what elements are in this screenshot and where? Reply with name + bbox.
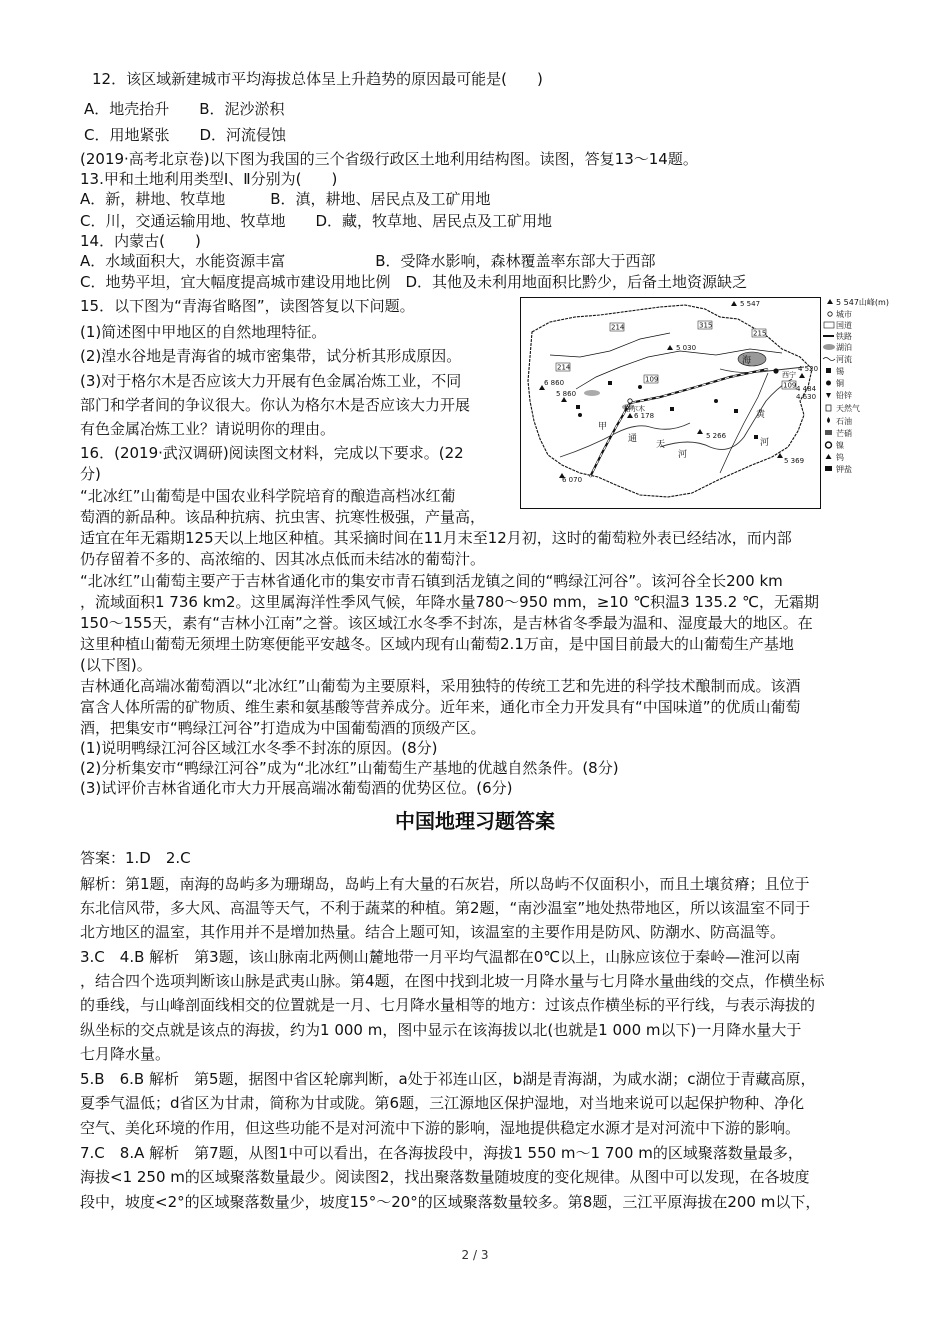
legend-copper-icon: [826, 381, 831, 386]
route-label: 214: [557, 363, 571, 372]
answer-line: 夏季气温低；d省区为甘肃，简称为甘或陇。第6题，三江源地区保护湿地，对当地来说可以起保护物种、净化: [80, 1094, 805, 1112]
route-label: 214: [611, 323, 625, 332]
answer-line: 空气、美化环境的作用，但这些功能不是对河流中下游的影响，湿地提供稳定水源才是对河流中下游的影响。: [80, 1119, 801, 1137]
answer-line: 答案：1.D 2.C: [80, 849, 191, 867]
question-12-stem: 12．该区域新建城市平均海拔总体呈上升趋势的原因最可能是( ): [92, 70, 543, 88]
qinghai-map-svg: [520, 297, 889, 509]
place-label-he: 河: [760, 438, 770, 448]
legend-river-icon: [823, 358, 835, 361]
legend-peak-icon: [827, 299, 833, 304]
peak-label: 4 484: [796, 385, 817, 393]
place-label-hai: 海: [742, 356, 752, 366]
q16-para1-line2: 萄酒的新品种。该品种抗病、抗虫害、抗寒性极强，产量高，: [80, 508, 486, 526]
q16-part-2: (2)分析集安市“鸭绿江河谷”成为“北冰红”山葡萄生产基地的优越自然条件。(8分): [80, 759, 619, 777]
legend-oil-icon: [827, 417, 830, 423]
legend-road-icon: [824, 322, 834, 328]
route-label: 315: [699, 321, 713, 330]
legend-potash-icon: [825, 466, 832, 471]
peak-label: 6 178: [634, 412, 655, 420]
answer-section-title: 中国地理习题答案: [395, 809, 555, 833]
q15-part-3-line1: (3)对于格尔木是否应该大力开展有色金属冶炼工业，不同: [80, 372, 462, 390]
q15-part-3-line2: 部门和学者间的争议很大。你认为格尔木是否应该大力开展: [80, 396, 471, 414]
answer-line: ，结合四个选项判断该山脉是武夷山脉。第4题，在图中找到北坡一月降水量与七月降水量曲线的交点，作横坐标: [80, 972, 825, 990]
q16-part-3: (3)试评价吉林省通化市大力开展高端冰葡萄酒的优势区位。(6分): [80, 779, 513, 797]
q13-14-intro: (2019·高考北京卷)以下图为我国的三个省级行政区土地利用结构图。读图，答复13～14题。: [80, 150, 698, 168]
peak-label: 4 520: [798, 365, 819, 373]
route-label: 109: [783, 381, 797, 390]
q16-para2-line4: 这里种植山葡萄无须埋土防寒便能平安越冬。区域内现有山葡萄2.1万亩，是中国目前最大的山葡萄生产基地: [80, 635, 794, 653]
legend-item: 5 547山峰(m): [836, 298, 889, 307]
answer-line: 的垂线，与山峰剖面线相交的位置就是一月、七月降水量相等的地方：过该点作横坐标的平行线，与表示海拔的: [80, 996, 816, 1014]
legend-item: 镍: [836, 441, 844, 450]
q16-para2-line2: ，流域面积1 736 km2。这里属海洋性季风气候，年降水量780～950 mm，≥10 ℃积温3 135.2 ℃，无霜期: [80, 593, 819, 611]
q16-para3-line3: 酒，把集安市“鸭绿江河谷”打造成为中国葡萄酒的顶级产区。: [80, 719, 486, 737]
route-label: 215: [753, 329, 767, 338]
q13-options-ab: A．新，耕地、牧草地 B．滇，耕地、居民点及工矿用地: [80, 190, 491, 208]
q16-para2-line5: (以下图)。: [80, 656, 152, 674]
lake-qaidam: [584, 390, 600, 396]
q15-part-2: (2)湟水谷地是青海省的城市密集带，试分析其形成原因。: [80, 347, 462, 365]
question-16-stem: 16．(2019·武汉调研)阅读图文材料，完成以下要求。(22: [80, 444, 464, 462]
q14-options-ab: A．水域面积大，水能资源丰富 B．受降水影响，森林覆盖率东部大于西部: [80, 252, 656, 270]
legend-nickel-icon: [826, 442, 832, 448]
legend-item: 天然气: [836, 404, 860, 413]
q16-part-1: (1)说明鸭绿江河谷区域江水冬季不封冻的原因。(8分): [80, 739, 438, 757]
legend-tin-icon: [826, 368, 831, 373]
question-13-stem: 13.甲和土地利用类型Ⅰ、Ⅱ分别为( ): [80, 170, 338, 188]
question-15-stem: 15．以下图为“青海省略图”，读图答复以下问题。: [80, 297, 415, 315]
legend-item: 铁路: [836, 332, 852, 341]
q16-para3-line1: 吉林通化高端冰葡萄酒以“北冰红”山葡萄为主要原料，采用独特的传统工艺和先进的科学技术酿制而成。该酒: [80, 677, 801, 695]
answer-line: 7.C 8.A 解析 第7题，从图1中可以看出，在各海拔段中，海拔1 550 m～1 700 m的区域聚落数量最多，: [80, 1144, 803, 1162]
map-legend: [823, 297, 889, 474]
q16-para1-line3: 适宜在年无霜期125天以上地区种植。其采摘时间在11月末至12月初，这时的葡萄粒外表已经结冰，而内部: [80, 529, 792, 547]
peak-label: 5 266: [706, 432, 727, 440]
legend-item: 湖泊: [836, 343, 852, 352]
q16-para3-line2: 富含人体所需的矿物质、维生素和氨基酸等营养成分。近年来，通化市全力开发具有“中国味道”的优质山葡萄: [80, 698, 801, 716]
legend-mirabilite-icon: [825, 430, 832, 435]
place-label-xining: 西宁: [782, 371, 796, 379]
answer-line: 北方地区的温室，其作用并不是增加热量。结合上题可知，该温室的主要作用是防风、防潮水、防高温等。: [80, 923, 786, 941]
question-16-stem-cont: 分): [80, 465, 101, 483]
place-label-tong: 通: [628, 434, 638, 444]
mineral-symbol: [754, 435, 758, 439]
legend-item: 锡: [836, 367, 844, 376]
peak-label: 5 030: [676, 344, 697, 352]
place-label-tian: 天: [656, 440, 666, 450]
legend-tungsten-icon: [826, 454, 832, 459]
peak-label: 6 070: [562, 476, 583, 484]
answer-line: 解析：第1题，南海的岛屿多为珊瑚岛，岛屿上有大量的石灰岩，所以岛屿不仅面积小，而且土壤贫瘠；且位于: [80, 875, 810, 893]
place-label-huang: 黄: [756, 410, 766, 420]
peak-label: 5 860: [556, 390, 577, 398]
city-golmud: [628, 399, 632, 403]
legend-gas-icon: [826, 405, 831, 411]
qinghai-map-figure: [520, 297, 889, 509]
mineral-symbol: [578, 413, 582, 417]
legend-item: 铅锌: [836, 391, 852, 400]
mineral-symbol: [734, 409, 738, 413]
legend-item: 钾盐: [836, 465, 852, 474]
answer-line: 东北信风带，多大风、高温等天气，不利于蔬菜的种植。第2题，“南沙温室”地处热带地区，所以该温室不同于: [80, 899, 811, 917]
q16-para2-line1: “北冰红”山葡萄主要产于吉林省通化市的集安市青石镇到活龙镇之间的“鸭绿江河谷”。该河谷全长200 km: [80, 572, 783, 590]
legend-item: 石油: [836, 417, 852, 426]
place-label-jia: 甲: [598, 422, 608, 432]
q13-options-cd: C．川，交通运输用地、牧草地 D．藏，牧草地、居民点及工矿用地: [80, 212, 553, 230]
answer-line: 海拔<1 250 m的区域聚落数量最少。阅读图2，找出聚落数量随坡度的变化规律。从图中可以发现，在各坡度: [80, 1168, 810, 1186]
question-14-stem: 14．内蒙古( ): [80, 232, 201, 250]
legend-item: 国道: [836, 321, 852, 330]
answer-line: 段中，坡度<2°的区域聚落数量少，坡度15°～20°的区域聚落数量较多。第8题，三江平原海拔在200 m以下，: [80, 1193, 821, 1211]
peak-label: 4 630: [796, 393, 817, 401]
peak-label: 5 369: [784, 457, 805, 465]
legend-lake-icon: [823, 344, 835, 350]
legend-item: 钨: [836, 453, 844, 462]
legend-item: 芒硝: [836, 429, 852, 438]
legend-leadzinc-icon: [826, 393, 831, 398]
peak-label: 5 547: [740, 300, 761, 308]
answer-line: 3.C 4.B 解析 第3题，该山脉南北两侧山麓地带一月平均气温都在0℃以上，山脉应该位于秦岭—淮河以南: [80, 948, 801, 966]
legend-item: 河流: [836, 355, 852, 364]
q15-part-1: (1)简述图中甲地区的自然地理特征。: [80, 323, 327, 341]
q16-para1-line4: 仍存留着不多的、高浓缩的、因其冰点低而未结冰的葡萄汁。: [80, 550, 486, 568]
mineral-symbol: [608, 381, 612, 385]
q12-options-ab: A．地壳抬升 B．泥沙淤积: [84, 100, 285, 118]
page-number: 2 / 3: [461, 1248, 489, 1262]
mineral-symbol: [714, 399, 718, 403]
q14-options-cd: C．地势平坦，宜大幅度提高城市建设用地比例 D．其他及未利用地面积比黔少，后备土地资源缺乏: [80, 273, 748, 291]
city-xining: [773, 368, 778, 373]
mineral-symbol: [576, 405, 580, 409]
q16-para1-line1: “北冰红”山葡萄是中国农业科学院培育的酿造高档冰红葡: [80, 487, 456, 505]
answer-line: 5.B 6.B 解析 第5题，据图中省区轮廓判断，a处于祁连山区，b湖是青海湖，为咸水湖；c湖位于青藏高原，: [80, 1070, 816, 1088]
legend-item: 铜: [836, 379, 844, 388]
answer-line: 纵坐标的交点就是该点的海拔，约为1 000 m，图中显示在该海拔以北(也就是1 000 m以下)一月降水量大于: [80, 1021, 802, 1039]
legend-item: 城市: [836, 310, 852, 319]
place-label-he2: 河: [678, 450, 688, 460]
answer-line: 七月降水量。: [80, 1045, 171, 1063]
mineral-symbol: [670, 407, 674, 411]
legend-city-icon: [828, 312, 832, 316]
q12-options-cd: C．用地紧张 D．河流侵蚀: [84, 126, 287, 144]
peak-label: 6 860: [544, 379, 565, 387]
route-label: 109: [645, 375, 659, 384]
place-label-golmud: 格尔木: [624, 405, 645, 413]
q16-para2-line3: 150～155天，素有“吉林小江南”之誉。该区域江水冬季不封冻，是吉林省冬季最为温和、湿度最大的地区。在: [80, 614, 813, 632]
q15-part-3-line3: 有色金属冶炼工业？请说明你的理由。: [80, 420, 336, 438]
mineral-symbol: [638, 385, 642, 389]
